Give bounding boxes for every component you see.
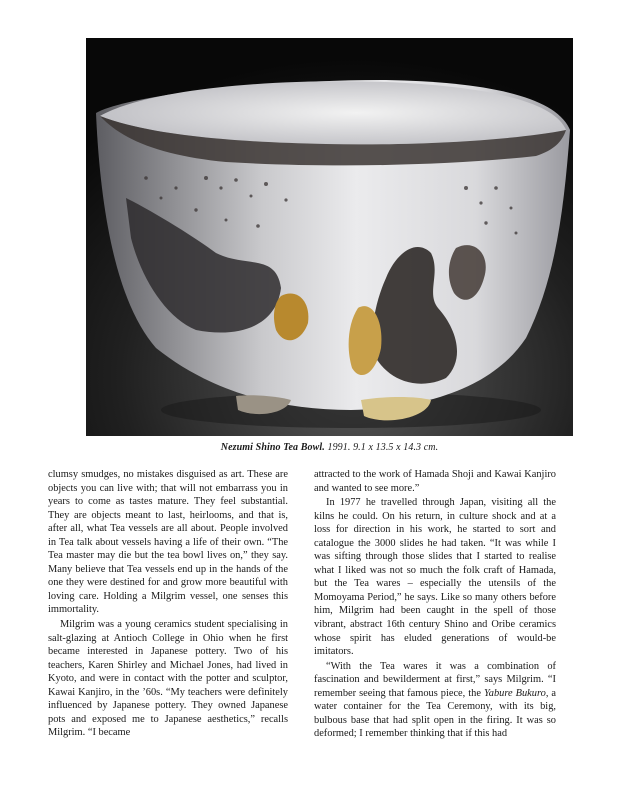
- right-paragraph-3: [314, 660, 556, 741]
- right-paragraph-3-part-b: , a water container for the Tea Ceremony, with its big, bulbous base that had split open in the firing. It was so deformed; I remember thinking that if this had: [314, 687, 557, 740]
- left-paragraph-1: clumsy smudges, no mistakes disguised as art. These are objects you can live with; that will not embarrass you in years to come as tastes mature. They feel substantial. They are objects meant to last, heirlooms, and that is, after all, what Tea vessels are all about. People involved in Tea talk about vessels having a life of their own. “The Tea master may die but the tea bowl lives on,” they say. Many believe that Tea vessels end up in the hands of the one they were destined for and grow more beautiful with loving care. Holding a Milgrim vessel, one senses this immortality.: [48, 469, 288, 616]
- yabure-bukuro-title: Yabure Bukuro: [483, 687, 546, 699]
- tea-bowl-illustration: [86, 38, 573, 436]
- figure-caption: [86, 442, 573, 453]
- caption-title: Nezumi Shino Tea Bowl.: [220, 442, 325, 453]
- left-column: [48, 468, 288, 740]
- caption-detail: 1991. 9.1 x 13.5 x 14.3 cm.: [324, 442, 439, 453]
- right-paragraph-1: attracted to the work of Hamada Shoji and Kawai Kanjiro and wanted to see more.”: [314, 469, 556, 494]
- tea-bowl-photo: [86, 38, 573, 436]
- right-column: [314, 468, 556, 741]
- right-paragraph-3-part-a: “With the Tea wares it was a combination of fascination and bewilderment at first,” says Milgrim. “I remember seeing that famous piece, the: [314, 660, 556, 699]
- left-paragraph-2: Milgrim was a young ceramics student specialising in salt-glazing at Antioch College in Ohio when he first became interested in Japanese pottery. Two of his teachers, Karen Shirley and Michael Jones, had lived in Kyoto, and were in contact with the potter and sculptor, Kawai Kanjiro, in the ’60s. “My teachers were definitely influenced by Japanese pottery. They owned Japanese pots and exposed me to Japanese aesthetics,” recalls Milgrim. “I became: [48, 619, 288, 739]
- right-paragraph-2: In 1977 he travelled through Japan, visiting all the kilns he could. On his return, in culture shock and at a loss for direction in his work, he started to sort and catalogue the 3000 slides he had taken. “It was while I was sifting through those slides that I started to realise what I liked was not so much the folk craft of Hamada, but the Tea wares – especially the utensils of the Momoyama Period,” he says. Like so many others before him, Milgrim had been caught in the spell of those vibrant, abstract 16th century Shino and Oribe ceramics whose spirit has eluded generations of would-be imitators.: [314, 497, 556, 658]
